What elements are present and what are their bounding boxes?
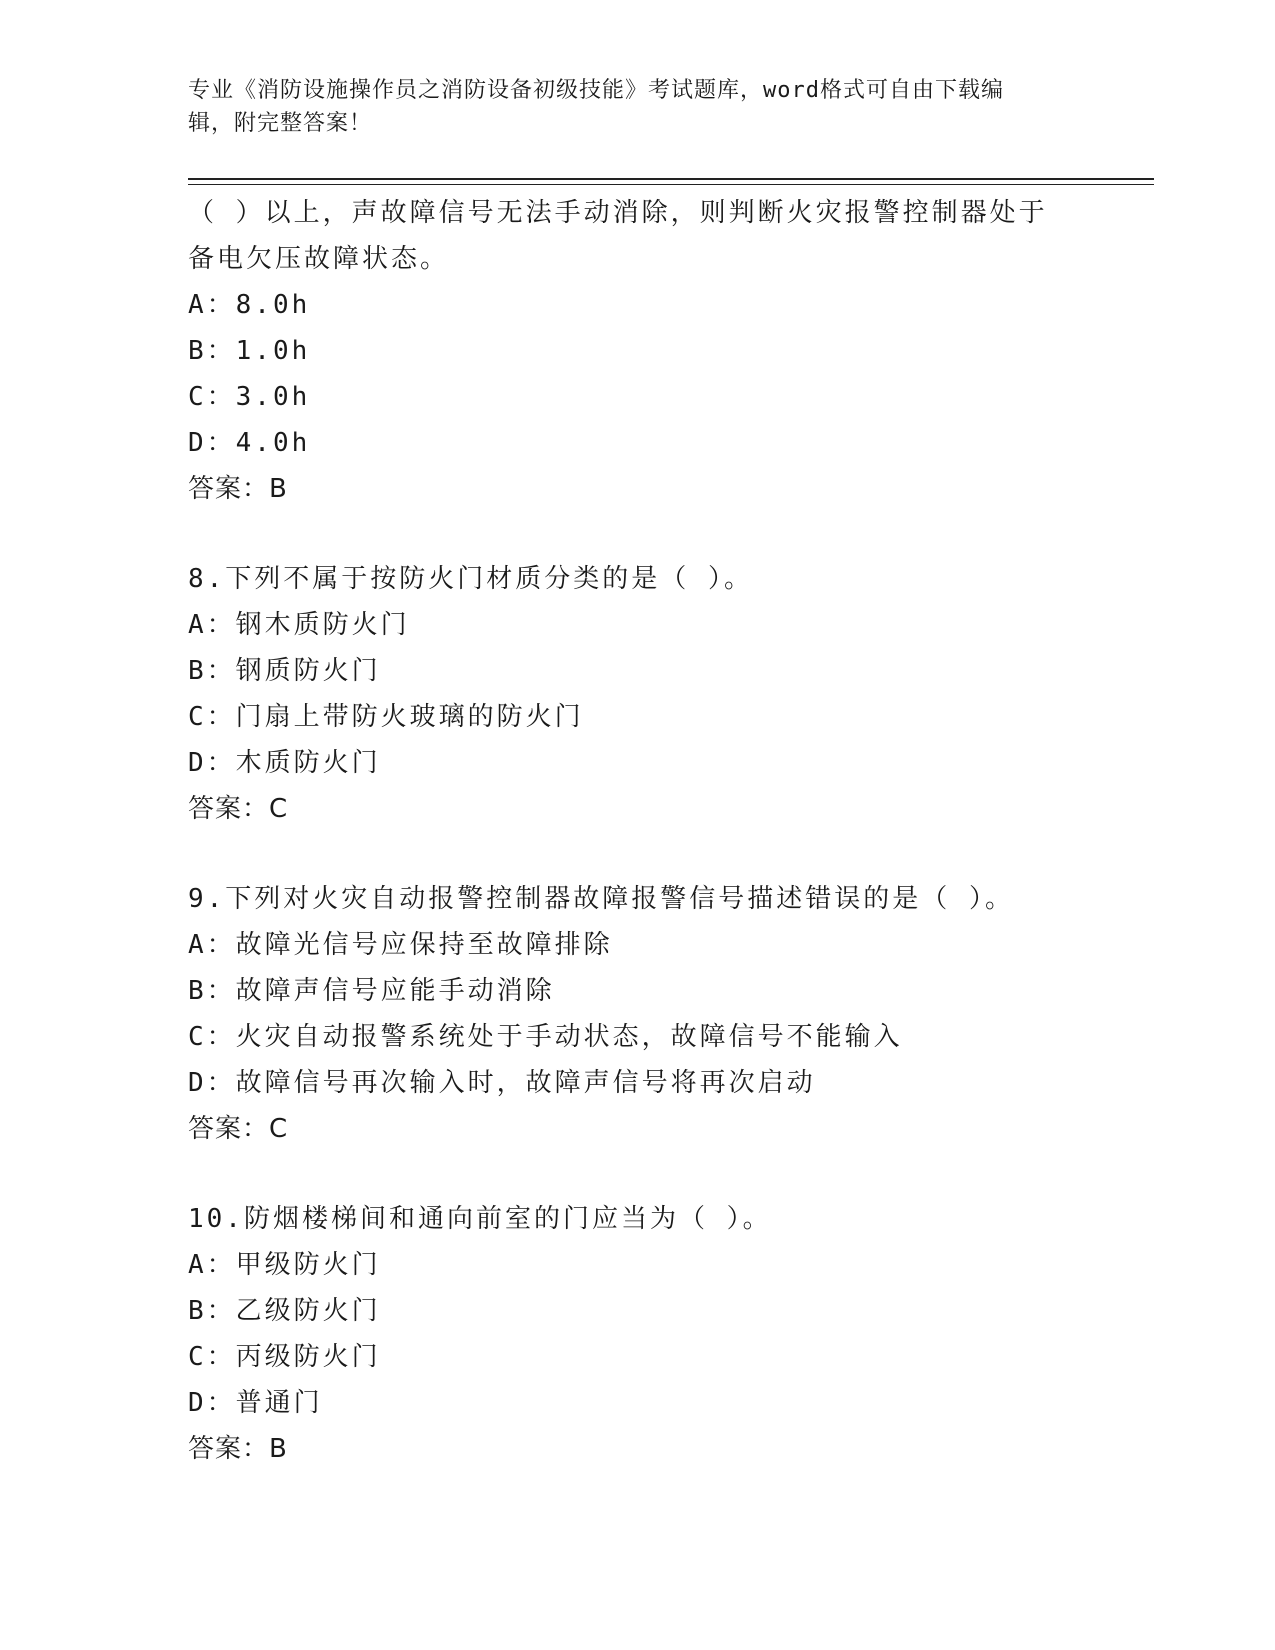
document-header [188, 74, 1068, 140]
option-d: D：4.0h [188, 428, 311, 458]
option-d: D：故障信号再次输入时，故障声信号将再次启动 [188, 1068, 816, 1098]
option-c: C：3.0h [188, 382, 311, 412]
answer-label: 答案： [188, 1114, 270, 1144]
header-divider-thick [188, 178, 1154, 180]
question-stem: 备电欠压故障状态。 [188, 244, 450, 274]
answer-line [188, 1106, 1014, 1152]
option-c: C：丙级防火门 [188, 1342, 381, 1372]
answer-value: B [269, 474, 288, 504]
question-block [188, 190, 1048, 512]
question-stem: （ ）以上，声故障信号无法手动消除，则判断火灾报警控制器处于 [188, 198, 1048, 228]
option-b: B：故障声信号应能手动消除 [188, 976, 555, 1006]
option-c: C：火灾自动报警系统处于手动状态，故障信号不能输入 [188, 1022, 903, 1052]
option-a: A：钢木质防火门 [188, 610, 410, 640]
option-a: A：8.0h [188, 290, 311, 320]
answer-label: 答案： [188, 1434, 270, 1464]
answer-value: C [269, 794, 289, 824]
answer-value: B [269, 1434, 288, 1464]
answer-line [188, 1426, 772, 1472]
header-line-2: 辑，附完整答案！ [188, 111, 373, 136]
answer-line [188, 786, 753, 832]
option-b: B：乙级防火门 [188, 1296, 381, 1326]
question-stem: 10.防烟楼梯间和通向前室的门应当为（ ）。 [188, 1204, 772, 1234]
option-b: B：1.0h [188, 336, 311, 366]
header-line-1: 专业《消防设施操作员之消防设备初级技能》考试题库，word格式可自由下载编 [188, 78, 1004, 103]
header-divider-thin [188, 184, 1154, 185]
question-stem: 9.下列对火灾自动报警控制器故障报警信号描述错误的是（ ）。 [188, 884, 1014, 914]
option-a: A：甲级防火门 [188, 1250, 381, 1280]
question-block [188, 556, 753, 832]
option-c: C：门扇上带防火玻璃的防火门 [188, 702, 584, 732]
option-a: A：故障光信号应保持至故障排除 [188, 930, 613, 960]
option-b: B：钢质防火门 [188, 656, 381, 686]
answer-label: 答案： [188, 474, 270, 504]
question-block [188, 876, 1014, 1152]
answer-label: 答案： [188, 794, 270, 824]
option-d: D：普通门 [188, 1388, 323, 1418]
answer-line [188, 466, 1048, 512]
question-block [188, 1196, 772, 1472]
option-d: D：木质防火门 [188, 748, 381, 778]
question-stem: 8.下列不属于按防火门材质分类的是（ ）。 [188, 564, 753, 594]
answer-value: C [269, 1114, 289, 1144]
